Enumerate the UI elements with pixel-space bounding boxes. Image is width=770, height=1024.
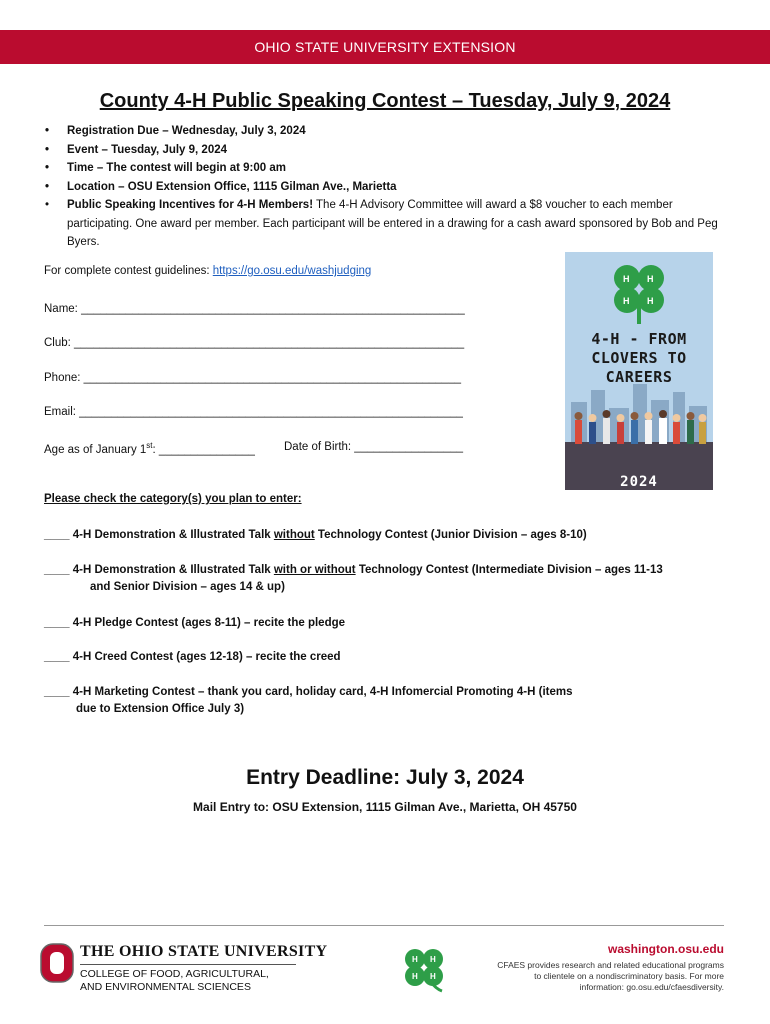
age-label: Age as of January 1 — [44, 443, 147, 456]
incentive-lead: Public Speaking Incentives for 4-H Members! — [67, 199, 314, 211]
category-text: ____ 4-H Marketing Contest – thank you card, holiday card, 4-H Infomercial Promoting 4-H (items — [44, 686, 573, 698]
list-item: • Event – Tuesday, July 9, 2024 — [43, 141, 733, 160]
category-junior-demonstration[interactable] — [44, 527, 734, 544]
college-name — [80, 968, 269, 993]
guidelines-link[interactable]: https://go.osu.edu/washjudging — [212, 265, 372, 277]
dob-field[interactable]: Date of Birth: _________________ — [284, 441, 464, 453]
nondiscrimination-statement: CFAES provides research and related educational programs to clientele on a nondiscriminatory basis. For more information: go.osu.edu/cfaesdiversity. — [497, 960, 724, 992]
clover-icon — [614, 265, 664, 324]
university-name: THE OHIO STATE UNIVERSITY — [80, 943, 328, 960]
category-text: ____ 4-H Demonstration & Illustrated Talk — [44, 529, 274, 541]
category-text: Technology Contest (Junior Division – ages 8-10) — [314, 529, 587, 541]
mail-entry-address: Mail Entry to: OSU Extension, 1115 Gilman Ave., Marietta, OH 45750 — [193, 800, 577, 814]
age-field[interactable] — [44, 441, 255, 456]
category-text-line-2: due to Extension Office July 3) — [76, 703, 245, 715]
list-item: • Time – The contest will begin at 9:00 am — [43, 159, 733, 178]
entry-deadline: Entry Deadline: July 3, 2024 — [246, 766, 524, 789]
poster-line-2: CLOVERS TO — [591, 349, 687, 367]
category-intermediate-senior-demonstration[interactable] — [44, 562, 734, 596]
category-marketing-contest[interactable] — [44, 684, 734, 718]
category-pledge-contest[interactable]: ____ 4-H Pledge Contest (ages 8-11) – recite the pledge — [44, 617, 346, 629]
svg-text:H: H — [647, 274, 654, 284]
svg-text:H: H — [623, 274, 630, 284]
age-blank: : _______________ — [152, 443, 255, 456]
college-line-1: COLLEGE OF FOOD, AGRICULTURAL, — [80, 968, 269, 980]
clovers-to-careers-poster — [565, 252, 713, 490]
list-item: • Location – OSU Extension Office, 1115 Gilman Ave., Marietta — [43, 178, 733, 197]
svg-text:H: H — [430, 972, 436, 981]
svg-text:H: H — [647, 296, 654, 306]
categories-heading: Please check the category(s) you plan to enter: — [44, 493, 302, 505]
svg-text:H: H — [412, 972, 418, 981]
list-item-incentive — [43, 196, 733, 252]
guidelines-line — [44, 265, 371, 277]
category-emphasis: without — [273, 529, 315, 541]
4h-clover-icon — [400, 945, 448, 993]
category-text-line-2: and Senior Division – ages 14 & up) — [90, 581, 285, 593]
list-item: • Registration Due – Wednesday, July 3, 2024 — [43, 122, 733, 141]
category-creed-contest[interactable]: ____ 4-H Creed Contest (ages 12-18) – recite the creed — [44, 651, 341, 663]
incentive-text: The 4-H Advisory Committee will award a $8 voucher to each member participating. One award per member. Each participant will be entered in a drawing for a cash award sponsored by Bob and Peg Byers. — [67, 199, 718, 248]
poster-title — [565, 330, 713, 387]
event-details-list — [43, 122, 733, 252]
svg-text:H: H — [430, 955, 436, 964]
email-field[interactable]: Email: ____________________________________________________________ — [44, 406, 463, 418]
svg-text:H: H — [623, 296, 630, 306]
poster-year: 2024 — [620, 474, 658, 490]
university-rule — [80, 964, 296, 965]
age-superscript: st — [146, 441, 153, 450]
college-line-2: AND ENVIRONMENTAL SCIENCES — [80, 980, 251, 993]
club-field[interactable]: Club: _____________________________________________________________ — [44, 337, 465, 349]
extension-banner: OHIO STATE UNIVERSITY EXTENSION — [0, 30, 770, 64]
poster-line-3: CAREERS — [605, 368, 673, 386]
category-text: Technology Contest (Intermediate Division – ages 11-13 — [355, 564, 663, 576]
phone-field[interactable]: Phone: ___________________________________________________________ — [44, 372, 461, 384]
guidelines-label: For complete contest guidelines: — [44, 265, 213, 277]
website-link[interactable]: washington.osu.edu — [608, 942, 724, 956]
name-field[interactable]: Name: ____________________________________________________________ — [44, 303, 465, 315]
page-title: County 4-H Public Speaking Contest – Tuesday, July 9, 2024 — [99, 90, 671, 112]
osu-block-o-icon — [40, 943, 74, 983]
category-emphasis: with or without — [273, 564, 356, 576]
svg-text:H: H — [412, 955, 418, 964]
poster-line-1: 4-H - FROM — [591, 330, 687, 348]
footer-divider — [44, 925, 724, 926]
category-text: ____ 4-H Demonstration & Illustrated Talk — [44, 564, 274, 576]
